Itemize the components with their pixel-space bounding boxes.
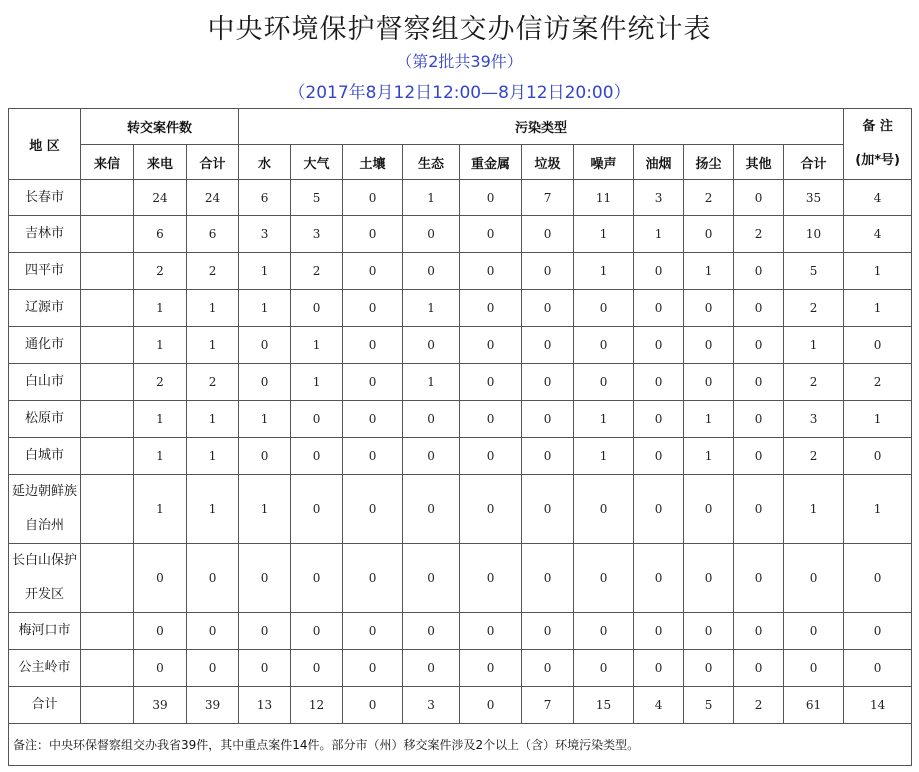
region-name-line: 长白山保护 — [11, 553, 77, 568]
header-pollution-dust: 扬尘 — [684, 145, 734, 180]
header-pollution-ecology: 生态 — [403, 145, 460, 180]
value-cell-soil: 0 — [343, 216, 403, 253]
value-cell-heavy-metal: 0 — [460, 216, 522, 253]
table-row — [9, 364, 912, 401]
value-cell-ecology: 1 — [403, 180, 460, 216]
header-row-1 — [9, 109, 912, 145]
value-cell-noise: 0 — [574, 327, 634, 364]
value-cell-soil: 0 — [343, 253, 403, 290]
value-cell-water: 0 — [239, 613, 291, 650]
region-cell — [9, 216, 81, 253]
value-cell-ecology: 0 — [403, 613, 460, 650]
value-cell-letter — [81, 438, 134, 475]
value-cell-letter — [81, 687, 134, 724]
region-cell — [9, 650, 81, 687]
value-cell-heavy-metal: 0 — [460, 253, 522, 290]
value-cell-heavy-metal: 0 — [460, 613, 522, 650]
value-cell-pollution-total: 10 — [784, 216, 844, 253]
value-cell-fumes: 0 — [634, 438, 684, 475]
header-row-2 — [9, 145, 912, 180]
value-cell-dust: 0 — [684, 290, 734, 327]
region-name-line: 辽源市 — [24, 300, 64, 315]
value-cell-remark: 0 — [844, 613, 912, 650]
value-cell-heavy-metal: 0 — [460, 687, 522, 724]
value-cell-transfer-total: 24 — [187, 180, 239, 216]
value-cell-water: 1 — [239, 253, 291, 290]
value-cell-fumes: 4 — [634, 687, 684, 724]
value-cell-heavy-metal: 0 — [460, 290, 522, 327]
value-cell-letter — [81, 650, 134, 687]
value-cell-pollution-total: 1 — [784, 327, 844, 364]
value-cell-water: 3 — [239, 216, 291, 253]
header-pollution-noise: 噪声 — [574, 145, 634, 180]
value-cell-dust: 0 — [684, 613, 734, 650]
value-cell-soil: 0 — [343, 180, 403, 216]
value-cell-dust: 0 — [684, 216, 734, 253]
value-cell-remark: 0 — [844, 438, 912, 475]
value-cell-transfer-total: 0 — [187, 613, 239, 650]
value-cell-other: 0 — [734, 253, 784, 290]
value-cell-noise: 0 — [574, 650, 634, 687]
value-cell-water: 1 — [239, 475, 291, 544]
value-cell-other: 0 — [734, 401, 784, 438]
value-cell-soil: 0 — [343, 327, 403, 364]
header-pollution-garbage: 垃圾 — [522, 145, 574, 180]
value-cell-fumes: 0 — [634, 364, 684, 401]
value-cell-dust: 5 — [684, 687, 734, 724]
value-cell-fumes: 0 — [634, 475, 684, 544]
value-cell-air: 0 — [291, 475, 343, 544]
value-cell-garbage: 0 — [522, 650, 574, 687]
table-row — [9, 544, 912, 613]
value-cell-remark: 2 — [844, 364, 912, 401]
value-cell-remark: 0 — [844, 544, 912, 613]
value-cell-transfer-total: 1 — [187, 438, 239, 475]
value-cell-dust: 1 — [684, 438, 734, 475]
period-subtitle: （2017年8月12日12:00—8月12日20:00） — [288, 83, 631, 103]
value-cell-pollution-total: 2 — [784, 290, 844, 327]
value-cell-ecology: 0 — [403, 544, 460, 613]
value-cell-garbage: 0 — [522, 401, 574, 438]
value-cell-other: 2 — [734, 216, 784, 253]
value-cell-dust: 0 — [684, 327, 734, 364]
value-cell-garbage: 0 — [522, 544, 574, 613]
value-cell-soil: 0 — [343, 650, 403, 687]
value-cell-other: 2 — [734, 687, 784, 724]
value-cell-air: 3 — [291, 216, 343, 253]
header-transfer-phone: 来电 — [134, 145, 187, 180]
value-cell-fumes: 1 — [634, 216, 684, 253]
value-cell-heavy-metal: 0 — [460, 475, 522, 544]
value-cell-transfer-total: 1 — [187, 290, 239, 327]
value-cell-air: 0 — [291, 544, 343, 613]
region-cell — [9, 180, 81, 216]
value-cell-letter — [81, 180, 134, 216]
value-cell-pollution-total: 0 — [784, 544, 844, 613]
value-cell-heavy-metal: 0 — [460, 650, 522, 687]
region-name-line: 延边朝鲜族 — [11, 484, 77, 499]
value-cell-phone: 24 — [134, 180, 187, 216]
value-cell-remark: 0 — [844, 650, 912, 687]
value-cell-noise: 0 — [574, 544, 634, 613]
table-row — [9, 180, 912, 216]
value-cell-air: 0 — [291, 613, 343, 650]
value-cell-ecology: 1 — [403, 290, 460, 327]
value-cell-water: 0 — [239, 544, 291, 613]
value-cell-remark: 1 — [844, 401, 912, 438]
value-cell-phone: 2 — [134, 364, 187, 401]
value-cell-garbage: 0 — [522, 253, 574, 290]
value-cell-garbage: 0 — [522, 327, 574, 364]
value-cell-transfer-total: 1 — [187, 475, 239, 544]
value-cell-ecology: 0 — [403, 650, 460, 687]
region-name-line: 通化市 — [24, 337, 64, 352]
value-cell-garbage: 7 — [522, 180, 574, 216]
value-cell-fumes: 0 — [634, 650, 684, 687]
value-cell-phone: 1 — [134, 327, 187, 364]
region-name-line: 四平市 — [24, 263, 64, 278]
value-cell-transfer-total: 2 — [187, 253, 239, 290]
footnote-row — [9, 724, 912, 766]
header-transfer-total: 合计 — [187, 145, 239, 180]
value-cell-dust: 1 — [684, 401, 734, 438]
value-cell-letter — [81, 253, 134, 290]
region-cell — [9, 438, 81, 475]
value-cell-letter — [81, 290, 134, 327]
header-pollution-air: 大气 — [291, 145, 343, 180]
value-cell-heavy-metal: 0 — [460, 544, 522, 613]
value-cell-remark: 0 — [844, 327, 912, 364]
region-cell — [9, 327, 81, 364]
value-cell-noise: 0 — [574, 613, 634, 650]
region-cell — [9, 687, 81, 724]
value-cell-letter — [81, 216, 134, 253]
table-row — [9, 475, 912, 544]
value-cell-garbage: 0 — [522, 613, 574, 650]
value-cell-dust: 0 — [684, 650, 734, 687]
header-pollution-other: 其他 — [734, 145, 784, 180]
value-cell-air: 0 — [291, 290, 343, 327]
value-cell-soil: 0 — [343, 687, 403, 724]
value-cell-pollution-total: 35 — [784, 180, 844, 216]
header-remark-line2: (加*号) — [855, 153, 900, 168]
value-cell-water: 0 — [239, 438, 291, 475]
header-pollution-heavy-metal: 重金属 — [460, 145, 522, 180]
value-cell-water: 1 — [239, 401, 291, 438]
value-cell-dust: 0 — [684, 475, 734, 544]
value-cell-phone: 1 — [134, 475, 187, 544]
value-cell-phone: 6 — [134, 216, 187, 253]
value-cell-noise: 0 — [574, 475, 634, 544]
table-row — [9, 216, 912, 253]
value-cell-phone: 0 — [134, 613, 187, 650]
value-cell-phone: 1 — [134, 290, 187, 327]
value-cell-pollution-total: 0 — [784, 613, 844, 650]
value-cell-air: 0 — [291, 401, 343, 438]
value-cell-soil: 0 — [343, 364, 403, 401]
value-cell-other: 0 — [734, 327, 784, 364]
region-name-line: 开发区 — [24, 587, 64, 602]
value-cell-pollution-total: 61 — [784, 687, 844, 724]
value-cell-dust: 1 — [684, 253, 734, 290]
value-cell-garbage: 0 — [522, 216, 574, 253]
value-cell-soil: 0 — [343, 613, 403, 650]
value-cell-remark: 1 — [844, 475, 912, 544]
value-cell-phone: 0 — [134, 650, 187, 687]
value-cell-water: 0 — [239, 650, 291, 687]
header-pollution-soil: 土壤 — [343, 145, 403, 180]
value-cell-air: 1 — [291, 327, 343, 364]
value-cell-noise: 1 — [574, 438, 634, 475]
region-name-line: 自治州 — [24, 518, 64, 533]
value-cell-ecology: 0 — [403, 327, 460, 364]
value-cell-phone: 1 — [134, 438, 187, 475]
region-name-line: 长春市 — [24, 189, 64, 205]
region-name-line: 梅河口市 — [18, 623, 71, 638]
value-cell-letter — [81, 613, 134, 650]
value-cell-transfer-total: 0 — [187, 544, 239, 613]
region-name-line: 合计 — [31, 697, 58, 712]
region-cell — [9, 364, 81, 401]
table-row — [9, 253, 912, 290]
header-region: 地 区 — [9, 109, 81, 180]
value-cell-soil: 0 — [343, 544, 403, 613]
region-cell — [9, 290, 81, 327]
value-cell-garbage: 7 — [522, 687, 574, 724]
value-cell-letter — [81, 401, 134, 438]
value-cell-transfer-total: 2 — [187, 364, 239, 401]
table-row — [9, 687, 912, 724]
value-cell-pollution-total: 1 — [784, 475, 844, 544]
value-cell-remark: 14 — [844, 687, 912, 724]
value-cell-ecology: 0 — [403, 216, 460, 253]
value-cell-letter — [81, 544, 134, 613]
value-cell-phone: 2 — [134, 253, 187, 290]
value-cell-phone: 1 — [134, 401, 187, 438]
value-cell-transfer-total: 39 — [187, 687, 239, 724]
value-cell-air: 12 — [291, 687, 343, 724]
value-cell-air: 5 — [291, 180, 343, 216]
value-cell-garbage: 0 — [522, 475, 574, 544]
value-cell-fumes: 3 — [634, 180, 684, 216]
table-row — [9, 290, 912, 327]
region-name-line: 白山市 — [24, 374, 64, 389]
value-cell-other: 0 — [734, 438, 784, 475]
region-name-line: 吉林市 — [24, 226, 64, 241]
value-cell-transfer-total: 1 — [187, 327, 239, 364]
value-cell-transfer-total: 1 — [187, 401, 239, 438]
table-row — [9, 327, 912, 364]
value-cell-other: 0 — [734, 613, 784, 650]
value-cell-pollution-total: 2 — [784, 364, 844, 401]
value-cell-transfer-total: 0 — [187, 650, 239, 687]
value-cell-garbage: 0 — [522, 364, 574, 401]
value-cell-other: 0 — [734, 180, 784, 216]
value-cell-noise: 11 — [574, 180, 634, 216]
value-cell-remark: 1 — [844, 253, 912, 290]
value-cell-other: 0 — [734, 475, 784, 544]
value-cell-air: 1 — [291, 364, 343, 401]
value-cell-ecology: 0 — [403, 438, 460, 475]
statistics-table — [8, 108, 912, 766]
value-cell-dust: 0 — [684, 364, 734, 401]
value-cell-letter — [81, 327, 134, 364]
value-cell-noise: 1 — [574, 253, 634, 290]
value-cell-noise: 15 — [574, 687, 634, 724]
value-cell-noise: 1 — [574, 216, 634, 253]
value-cell-soil: 0 — [343, 475, 403, 544]
value-cell-water: 1 — [239, 290, 291, 327]
region-name-line: 公主岭市 — [18, 660, 71, 675]
value-cell-transfer-total: 6 — [187, 216, 239, 253]
value-cell-noise: 0 — [574, 290, 634, 327]
value-cell-fumes: 0 — [634, 544, 684, 613]
value-cell-pollution-total: 3 — [784, 401, 844, 438]
value-cell-ecology: 0 — [403, 253, 460, 290]
value-cell-water: 0 — [239, 364, 291, 401]
value-cell-other: 0 — [734, 290, 784, 327]
table-row — [9, 650, 912, 687]
value-cell-dust: 2 — [684, 180, 734, 216]
value-cell-pollution-total: 2 — [784, 438, 844, 475]
region-name-line: 松原市 — [24, 411, 64, 426]
value-cell-noise: 1 — [574, 401, 634, 438]
value-cell-remark: 4 — [844, 216, 912, 253]
batch-subtitle: （第2批共39件） — [396, 52, 523, 71]
region-cell — [9, 475, 81, 544]
value-cell-soil: 0 — [343, 290, 403, 327]
value-cell-water: 0 — [239, 327, 291, 364]
table-row — [9, 438, 912, 475]
region-cell — [9, 401, 81, 438]
header-remark-line1: 备 注 — [862, 119, 893, 134]
footnote: 备注：中央环保督察组交办我省39件，其中重点案件14件。部分市（州）移交案件涉及2个以上（含）环境污染类型。 — [9, 724, 912, 766]
value-cell-pollution-total: 0 — [784, 650, 844, 687]
header-remark — [844, 109, 912, 180]
header-transfer-group: 转交案件数 — [81, 109, 239, 145]
header-pollution-water: 水 — [239, 145, 291, 180]
value-cell-letter — [81, 475, 134, 544]
value-cell-phone: 39 — [134, 687, 187, 724]
header-transfer-letter: 来信 — [81, 145, 134, 180]
value-cell-fumes: 0 — [634, 290, 684, 327]
header-pollution-total: 合计 — [784, 145, 844, 180]
value-cell-ecology: 0 — [403, 401, 460, 438]
region-name-line: 白城市 — [24, 448, 64, 463]
table-row — [9, 401, 912, 438]
value-cell-air: 2 — [291, 253, 343, 290]
value-cell-fumes: 0 — [634, 253, 684, 290]
value-cell-noise: 0 — [574, 364, 634, 401]
value-cell-remark: 1 — [844, 290, 912, 327]
value-cell-letter — [81, 364, 134, 401]
value-cell-fumes: 0 — [634, 613, 684, 650]
value-cell-dust: 0 — [684, 544, 734, 613]
header-pollution-group: 污染类型 — [239, 109, 844, 145]
value-cell-garbage: 0 — [522, 290, 574, 327]
region-cell — [9, 613, 81, 650]
value-cell-ecology: 3 — [403, 687, 460, 724]
value-cell-water: 6 — [239, 180, 291, 216]
region-cell — [9, 544, 81, 613]
value-cell-pollution-total: 5 — [784, 253, 844, 290]
value-cell-phone: 0 — [134, 544, 187, 613]
value-cell-air: 0 — [291, 438, 343, 475]
value-cell-other: 0 — [734, 364, 784, 401]
value-cell-garbage: 0 — [522, 438, 574, 475]
value-cell-soil: 0 — [343, 401, 403, 438]
page-title: 中央环境保护督察组交办信访案件统计表 — [207, 14, 712, 45]
value-cell-water: 13 — [239, 687, 291, 724]
value-cell-heavy-metal: 0 — [460, 438, 522, 475]
value-cell-ecology: 1 — [403, 364, 460, 401]
value-cell-other: 0 — [734, 544, 784, 613]
value-cell-fumes: 0 — [634, 401, 684, 438]
header-pollution-fumes: 油烟 — [634, 145, 684, 180]
value-cell-fumes: 0 — [634, 327, 684, 364]
value-cell-heavy-metal: 0 — [460, 401, 522, 438]
value-cell-heavy-metal: 0 — [460, 180, 522, 216]
table-row — [9, 613, 912, 650]
value-cell-heavy-metal: 0 — [460, 327, 522, 364]
region-cell — [9, 253, 81, 290]
value-cell-soil: 0 — [343, 438, 403, 475]
value-cell-heavy-metal: 0 — [460, 364, 522, 401]
value-cell-air: 0 — [291, 650, 343, 687]
value-cell-remark: 4 — [844, 180, 912, 216]
value-cell-ecology: 0 — [403, 475, 460, 544]
value-cell-other: 0 — [734, 650, 784, 687]
